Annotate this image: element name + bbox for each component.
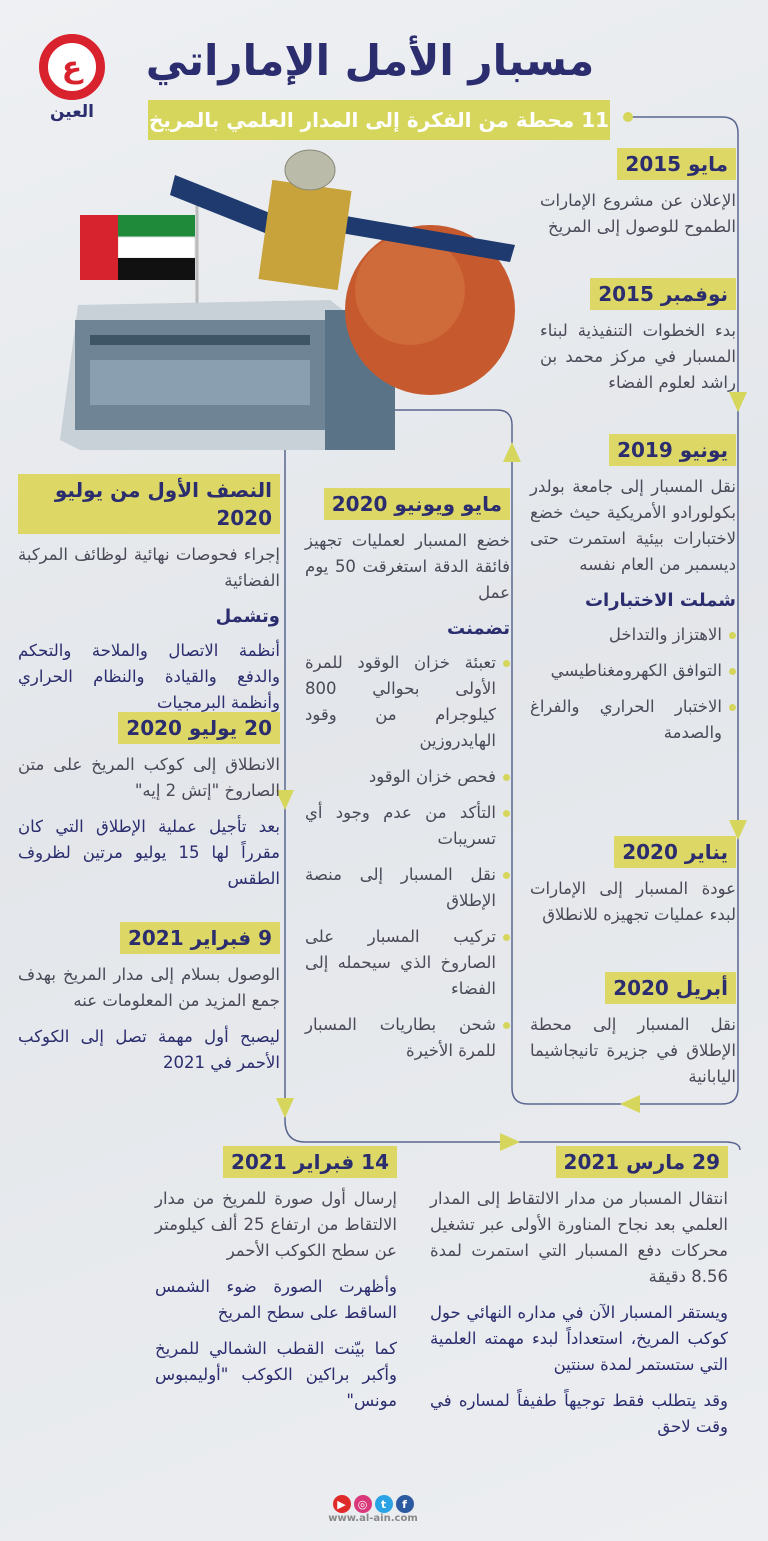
bullet-item: الاختبار الحراري والفراغ والصدمة: [530, 694, 736, 746]
entry-text: وقد يتطلب فقط توجيهاً طفيفاً لمساره في وقت لاحق: [430, 1391, 728, 1436]
entry-date: النصف الأول من يوليو 2020: [18, 474, 280, 534]
bullet-item: نقل المسبار إلى منصة الإطلاق: [305, 862, 510, 914]
timeline-entry-mar-29-2021: [430, 1146, 728, 1450]
entry-text: ليصبح أول مهمة تصل إلى الكوكب الأحمر في 2021: [18, 1027, 280, 1072]
entry-text: كما بيّنت القطب الشمالي للمريخ وأكبر براكين الكوكب "أوليمبوس مونس": [155, 1339, 397, 1410]
entry-date: يونيو 2019: [609, 434, 736, 466]
al-ain-logo: [36, 34, 108, 122]
entry-text: أنظمة الاتصال والملاحة والتحكم والدفع والقيادة والنظام الحراري وأنظمة البرمجيات: [18, 641, 280, 712]
entry-text: وأظهرت الصورة ضوء الشمس الساقط على سطح المريخ: [155, 1277, 397, 1322]
illustration: [60, 150, 515, 450]
timeline-entry-apr-2020: [530, 972, 736, 1100]
entry-text: بدء الخطوات التنفيذية لبناء المسبار في مركز محمد بن راشد لعلوم الفضاء: [540, 321, 736, 392]
facebook-icon[interactable]: f: [396, 1495, 414, 1513]
social-links: [318, 1495, 428, 1513]
entry-date: يناير 2020: [614, 836, 736, 868]
bullet-item: تركيب المسبار على الصاروخ الذي سيحمله إلى الفضاء: [305, 924, 510, 1002]
bullet-item: تعبئة خزان الوقود للمرة الأولى بحوالي 800 كيلوجرام من وقود الهايدروزين: [305, 650, 510, 754]
subheading: شملت الاختبارات: [584, 590, 736, 611]
entry-text: خضع المسبار لعمليات تجهيز فائقة الدقة استغرقت 50 يوم عمل: [305, 531, 510, 602]
footer: [318, 1495, 428, 1524]
subheading: تضمنت: [447, 618, 510, 639]
timeline-entry-may-jun-2020: [305, 488, 510, 1074]
entry-text: بعد تأجيل عملية الإطلاق التي كان مقرراً لها 15 يوليو مرتين لظروف الطقس: [18, 817, 280, 888]
entry-text: انتقال المسبار من مدار الالتقاط إلى المدار العلمي بعد نجاح المناورة الأولى عبر تشغيل محركات دفع المسبار التي استمرت لمدة 8.56 دقيقة: [430, 1189, 728, 1286]
bullet-item: فحص خزان الوقود: [305, 764, 510, 790]
bullet-item: الاهتزاز والتداخل: [530, 622, 736, 648]
youtube-icon[interactable]: ▶: [333, 1495, 351, 1513]
timeline-entry-jul-20-2020: [18, 712, 280, 902]
timeline-entry-may-2015: [540, 148, 736, 250]
entry-text: نقل المسبار إلى محطة الإطلاق في جزيرة تانيجاشيما اليابانية: [530, 1015, 736, 1086]
entry-date: نوفمبر 2015: [590, 278, 736, 310]
bullet-item: التأكد من عدم وجود أي تسريبات: [305, 800, 510, 852]
entry-date: 20 يوليو 2020: [118, 712, 280, 744]
entry-date: 9 فبراير 2021: [120, 922, 280, 954]
logo-text: العين: [49, 102, 95, 122]
subheading: وتشمل: [215, 606, 280, 627]
instagram-icon[interactable]: ◎: [354, 1495, 372, 1513]
entry-text: الانطلاق إلى كوكب المريخ على متن الصاروخ "إتش 2 إيه": [18, 755, 280, 800]
entry-date: 14 فبراير 2021: [223, 1146, 397, 1178]
entry-text: الوصول بسلام إلى مدار المريخ بهدف جمع المزيد من المعلومات عنه: [18, 965, 280, 1010]
logo-emblem: ع: [39, 34, 105, 100]
website-url[interactable]: www.al-ain.com: [328, 1513, 418, 1524]
timeline-entry-feb-9-2021: [18, 922, 280, 1086]
bullet-item: شحن بطاريات المسبار للمرة الأخيرة: [305, 1012, 510, 1064]
twitter-icon[interactable]: t: [375, 1495, 393, 1513]
entry-date: أبريل 2020: [605, 972, 736, 1004]
page-title: مسبار الأمل الإماراتي: [145, 36, 595, 85]
entry-text: ويستقر المسبار الآن في مداره النهائي حول كوكب المريخ، استعداداً لبدء مهمته العلمية التي ستستمر لمدة سنتين: [430, 1303, 728, 1374]
entry-text: نقل المسبار إلى جامعة بولدر بكولورادو الأمريكية حيث خضع لاختبارات بيئية استمرت حتى ديسمبر من العام نفسه: [530, 477, 736, 574]
page-subtitle: 11 محطة من الفكرة إلى المدار العلمي بالمريخ: [148, 100, 610, 140]
timeline-entry-nov-2015: [540, 278, 736, 406]
entry-text: عودة المسبار إلى الإمارات لبدء عمليات تجهيزه للانطلاق: [530, 879, 736, 924]
entry-date: مايو 2015: [617, 148, 736, 180]
entry-text: الإعلان عن مشروع الإمارات الطموح للوصول إلى المريخ: [540, 191, 736, 236]
entry-text: إرسال أول صورة للمريخ من مدار الالتقاط من ارتفاع 25 ألف كيلومتر عن سطح الكوكب الأحمر: [155, 1189, 397, 1260]
entry-date: مايو ويونيو 2020: [324, 488, 510, 520]
entry-text: إجراء فحوصات نهائية لوظائف المركبة الفضائية: [18, 545, 280, 590]
bullet-item: التوافق الكهرومغناطيسي: [530, 658, 736, 684]
entry-date: 29 مارس 2021: [556, 1146, 728, 1178]
timeline-entry-feb-14-2021: [155, 1146, 397, 1424]
timeline-entry-early-jul-2020: [18, 474, 280, 726]
timeline-entry-jan-2020: [530, 836, 736, 938]
timeline-entry-jun-2019: [530, 434, 736, 756]
